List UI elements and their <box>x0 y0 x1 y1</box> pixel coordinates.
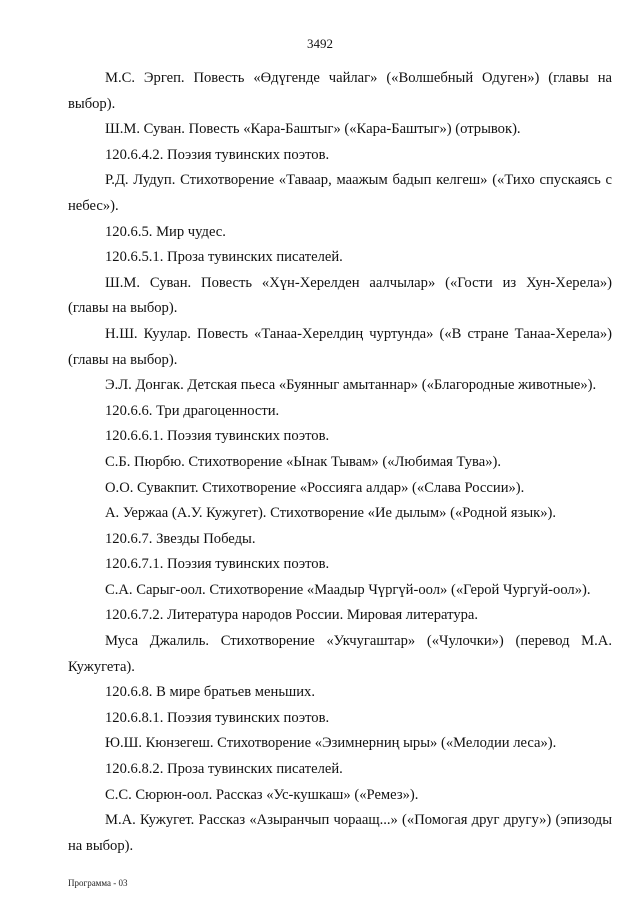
paragraph: О.О. Сувакпит. Стихотворение «Россияга алдар» («Слава России»). <box>105 479 525 496</box>
paragraph: С.С. Сюрюн-оол. Рассказ «Ус-кушкаш» («Ремез»). <box>105 786 419 803</box>
paragraph: М.А. Кужугет. Рассказ «Азыранчып чораащ...» («Помогая друг другу») (эпизоды на выбор). <box>68 812 612 854</box>
paragraph: 120.6.7. Звезды Победы. <box>105 530 256 547</box>
paragraph: А. Уержаа (А.У. Кужугет). Стихотворение «Ие дылым» («Родной язык»). <box>105 505 557 522</box>
paragraph: Муса Джалиль. Стихотворение «Укчугаштар» («Чулочки») (перевод М.А. Кужугета). <box>68 633 612 675</box>
paragraph: М.С. Эргеп. Повесть «Өдүгенде чайлаг» («Волшебный Одуген») (главы на выбор). <box>68 70 612 112</box>
paragraph: Ю.Ш. Кюнзегеш. Стихотворение «Эзимнерниң ыры» («Мелодии леса»). <box>105 735 557 752</box>
paragraph: Ш.М. Суван. Повесть «Кара-Баштыг» («Кара-Баштыг») (отрывок). <box>105 121 521 138</box>
paragraph: Н.Ш. Куулар. Повесть «Танаа-Херелдиң чуртунда» («В стране Танаа-Херела») (главы на выбор). <box>68 325 612 368</box>
paragraph: 120.6.8. В мире братьев меньших. <box>105 684 315 701</box>
paragraph: 120.6.8.1. Поэзия тувинских поэтов. <box>105 709 330 726</box>
paragraph: Ш.М. Суван. Повесть «Хүн-Херелден аалчылар» («Гости из Хун-Херела») (главы на выбор). <box>68 274 612 317</box>
paragraph: 120.6.7.2. Литература народов России. Мировая литература. <box>105 607 479 624</box>
paragraph: 120.6.4.2. Поэзия тувинских поэтов. <box>105 146 330 163</box>
document-body <box>68 66 612 859</box>
paragraph: Э.Л. Донгак. Детская пьеса «Буянныг амытаннар» («Благородные животные»). <box>105 377 597 394</box>
paragraph: 120.6.6.1. Поэзия тувинских поэтов. <box>105 428 330 445</box>
paragraph: 120.6.5.1. Проза тувинских писателей. <box>105 249 343 266</box>
footer-label: Программа - 03 <box>68 878 128 888</box>
page-number: 3492 <box>307 36 333 51</box>
paragraph: 120.6.6. Три драгоценности. <box>105 402 280 419</box>
paragraph: С.Б. Пюрбю. Стихотворение «Ынак Тывам» («Любимая Тува»). <box>105 453 502 470</box>
paragraph: Р.Д. Лудуп. Стихотворение «Таваар, маажым бадып келгеш» («Тихо спускаясь с небес»). <box>68 172 612 214</box>
paragraph: 120.6.5. Мир чудес. <box>105 223 226 240</box>
paragraph: 120.6.8.2. Проза тувинских писателей. <box>105 761 343 778</box>
paragraph: 120.6.7.1. Поэзия тувинских поэтов. <box>105 556 330 573</box>
paragraph: С.А. Сарыг-оол. Стихотворение «Маадыр Чүргүй-оол» («Герой Чургуй-оол»). <box>105 581 591 598</box>
